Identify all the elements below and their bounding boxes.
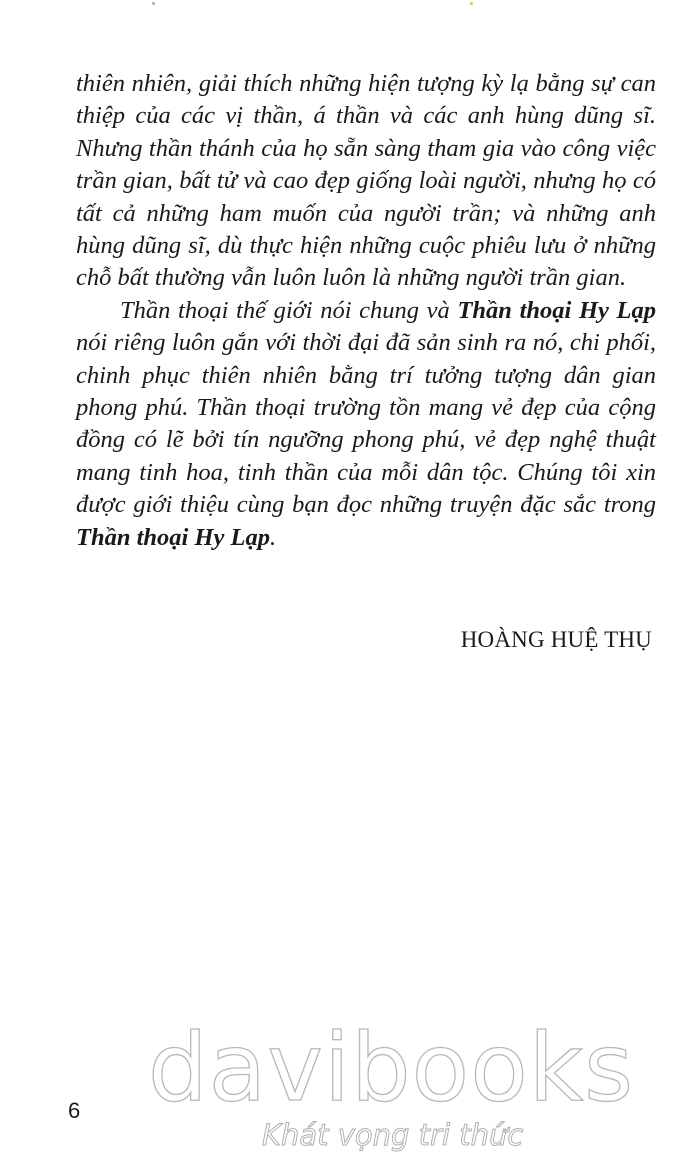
- paper-speck: [152, 2, 155, 5]
- page-body: [76, 68, 656, 554]
- paragraph-1: thiên nhiên, giải thích những hiện tượng kỳ lạ bằng sự can thiệp của các vị thần, á thần và các anh hùng dũng sĩ. Nhưng thần thánh của họ sẵn sàng tham gia vào công việc trần gian, bất tử và cao đẹp giống loài người, nhưng họ có tất cả những ham muốn của người trần; và những anh hùng dũng sĩ, dù thực hiện những cuộc phiêu lưu ở những chỗ bất thường vẫn luôn luôn là những người trần gian.: [76, 70, 656, 292]
- watermark: [148, 1014, 635, 1152]
- paragraph-2-text: .: [269, 523, 277, 551]
- author-signature: HOÀNG HUỆ THỤ: [460, 627, 652, 652]
- book-title-emphasis: Thần thoại Hy Lạp: [457, 296, 656, 324]
- watermark-brand: davibooks: [148, 1014, 635, 1123]
- book-title-emphasis: Thần thoại Hy Lạp: [76, 523, 270, 551]
- page-number: 6: [68, 1098, 81, 1123]
- paragraph-2-text: nói riêng luôn gắn với thời đại đã sản sinh ra nó, chi phối, chinh phục thiên nhiên bằng trí tưởng tượng dân gian phong phú. Thần thoại trường tồn mang vẻ đẹp của cộng đồng có lẽ bởi tín ngưỡng phong phú, vẻ đẹp nghệ thuật mang tinh hoa, tinh thần của mỗi dân tộc. Chúng tôi xin được giới thiệu cùng bạn đọc những truyện đặc sắc trong: [76, 329, 656, 519]
- paragraph-2-text: Thần thoại thế giới nói chung và: [120, 296, 458, 324]
- paragraph-2: [76, 295, 656, 554]
- watermark-tagline: Khát vọng tri thức: [262, 1118, 524, 1152]
- paper-speck: [470, 2, 473, 5]
